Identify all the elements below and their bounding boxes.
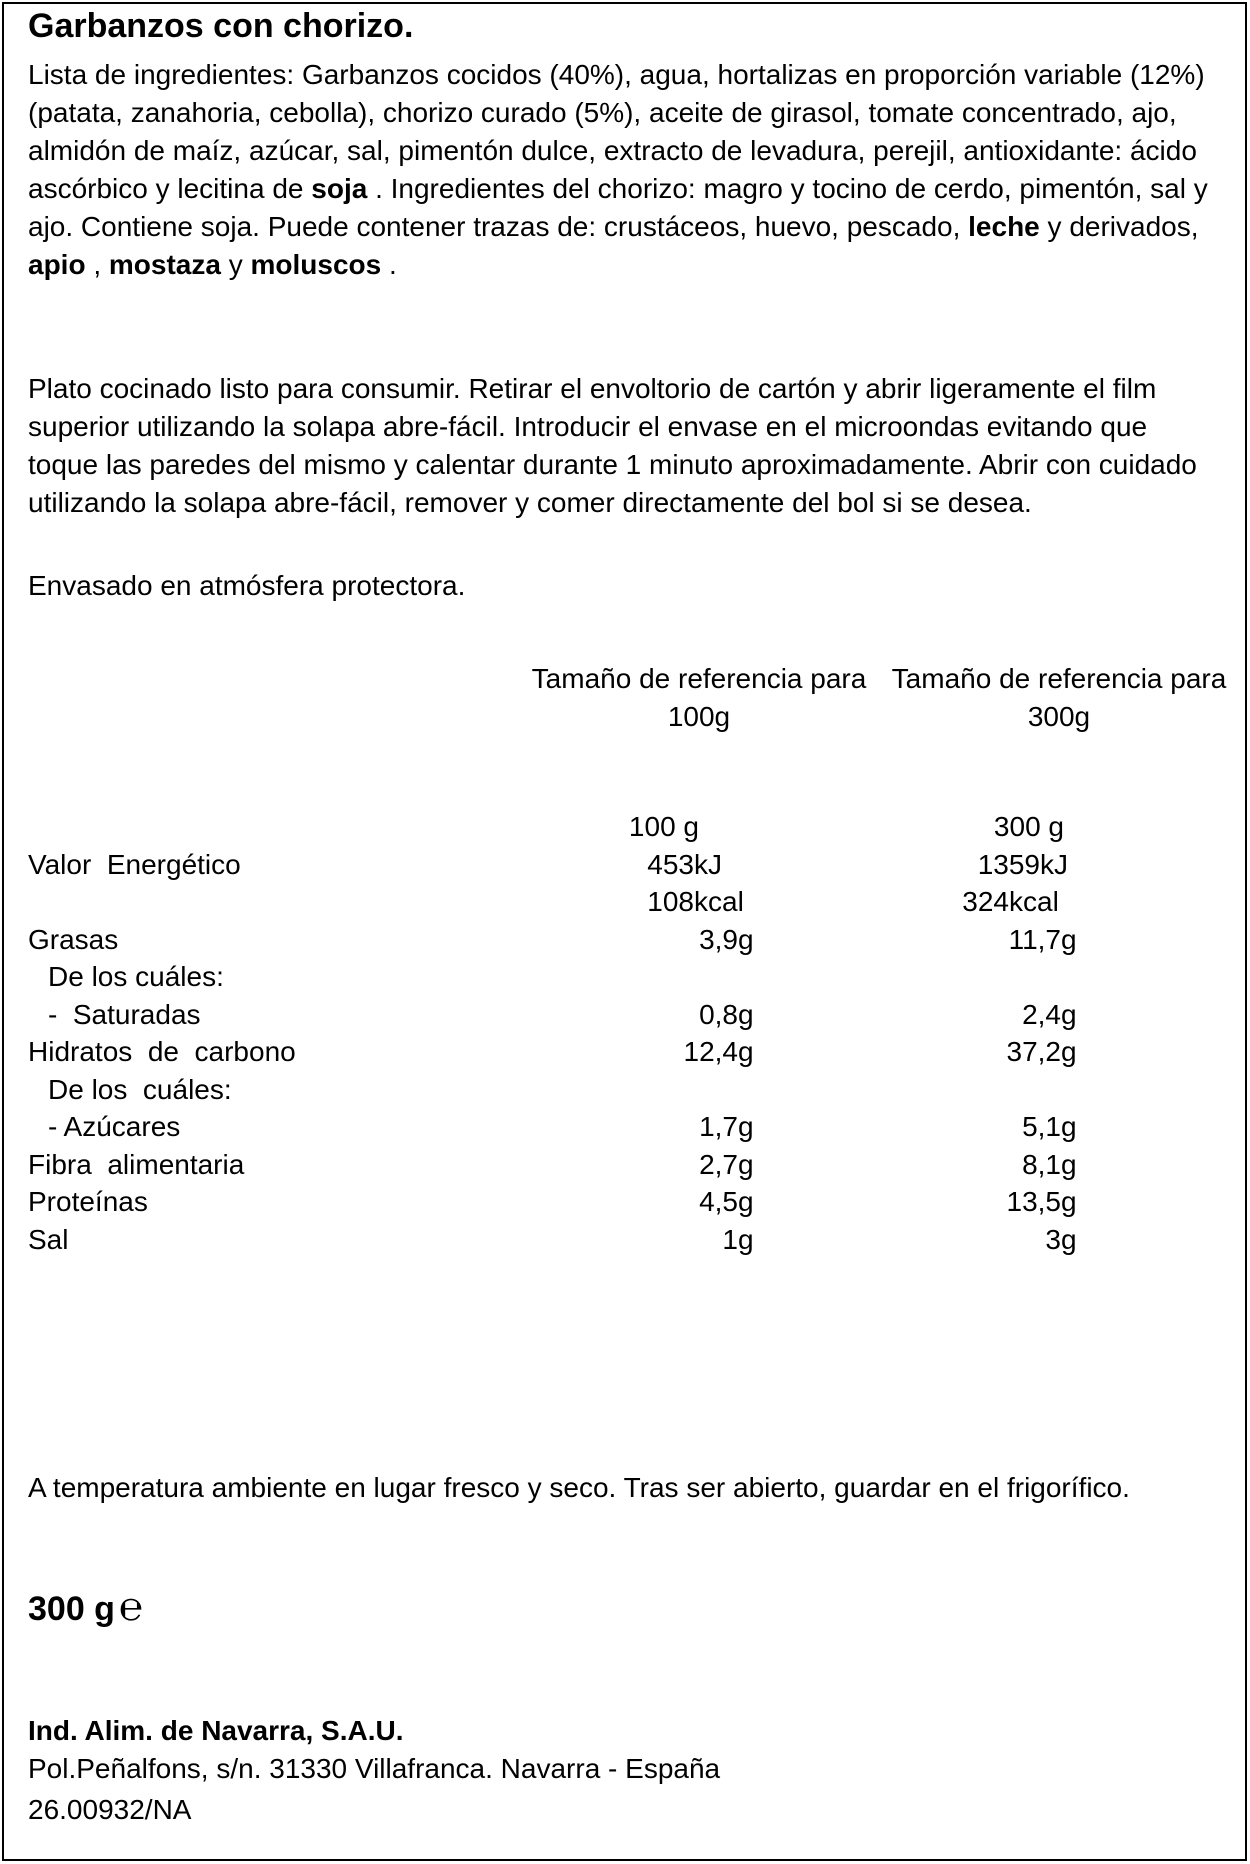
company-address: Pol.Peñalfons, s/n. 31330 Villafranca. Navarra - España [28,1753,721,1784]
unit-100g: g [738,1223,754,1255]
value-100g: 3,9 [699,923,738,955]
value-300g: 1359 [977,848,1040,880]
value-300g: 11,7 [1008,923,1061,955]
nutrition-row [4,846,1245,884]
nutrient-label: De los cuáles: [48,1073,232,1105]
nutrition-table [4,808,1245,1258]
nutrient-label: Hidratos de carbono [28,1036,296,1067]
ingredients-text: y derivados, [1039,211,1199,242]
unit-300g: g [1061,998,1077,1030]
value-300g: 37,2 [1006,1036,1061,1067]
ingredients-list [28,56,1218,284]
ingredients-text: Lista de ingredientes: Garbanzos cocidos (40%), agua, hortalizas en proporción variable (12%) (patata, zanahoria, cebolla), chorizo curado (5%), aceite de girasol, tomate concentrado, ajo, almidón de maíz, azúcar, sal, pimentón dulce, extracto de levadura, perejil, antioxidante: ácido ascórbico y lecitina de [28,59,1205,204]
nutrient-label: Grasas [28,923,119,955]
value-100g: 4,5 [699,1186,738,1217]
allergen-soja: soja [311,173,368,204]
value-300g: 300 g [993,811,1064,842]
value-100g: 2,7 [699,1148,738,1180]
nutrition-row [4,996,1245,1034]
unit-100g: g [738,998,754,1030]
column-header-100g: Tamaño de referencia para 100g [531,663,867,732]
packaging-note: Envasado en atmósfera protectora. [28,570,466,601]
preparation-instructions: Plato cocinado listo para consumir. Retirar el envoltorio de cartón y abrir ligeramente el film superior utilizando la solapa abre-fácil. Introducir el envase en el microondas evitando que toque las paredes del mismo y calentar durante 1 minuto aproximadamente. Abrir con cuidado utilizando la solapa abre-fácil, remover y comer directamente del bol si se desea. [28,373,1197,518]
company-name: Ind. Alim. de Navarra, S.A.U. [28,1715,404,1746]
allergen-moluscos: moluscos [250,249,382,280]
unit-300g: g [1061,1111,1077,1142]
unit-100g: g [738,1036,754,1067]
unit-300g: kcal [1009,886,1059,917]
ingredients-text: . [381,249,397,280]
unit-100g: g [738,1111,754,1142]
nutrient-label: Proteínas [28,1186,148,1217]
nutrient-label: Sal [28,1223,69,1255]
value-100g: 1 [722,1223,738,1255]
ingredients-text: , [85,249,109,280]
nutrition-row [4,1033,1245,1071]
value-300g: 8,1 [1022,1148,1061,1180]
nutrient-label: - Saturadas [48,998,201,1030]
column-header-300g: Tamaño de referencia para 300g [891,663,1227,732]
value-100g: 12,4 [683,1036,738,1067]
ingredients-text: . Ingredientes del chorizo: magro y tocino de cerdo, pimentón, sal y ajo. Contiene soja. Puede contener trazas de: crustáceos, huevo, pescado, [28,173,1208,242]
unit-300g: g [1061,1223,1077,1255]
nutrition-row [4,921,1245,959]
estimated-sign-icon: ℮ [118,1584,143,1630]
allergen-mostaza: mostaza [108,249,221,280]
storage-instructions: A temperatura ambiente en lugar fresco y seco. Tras ser abierto, guardar en el frigorífico. [28,1472,1130,1503]
value-300g: 2,4 [1022,998,1061,1030]
nutrition-row [4,808,1245,846]
unit-100g: kJ [694,848,722,880]
sanitary-registry: 26.00932/NA [28,1794,192,1825]
unit-100g: g [738,923,754,955]
value-100g: 453 [647,848,694,880]
nutrient-label: De los cuáles: [48,961,224,992]
ingredients-text: y [220,249,251,280]
nutrition-row [4,1108,1245,1146]
net-weight [28,1584,143,1630]
unit-100g: g [738,1148,754,1180]
nutrient-label: Fibra alimentaria [28,1148,245,1180]
nutrition-row [4,1183,1245,1221]
value-300g: 324 [962,886,1009,917]
nutrient-label: Valor Energético [28,848,241,880]
value-300g: 5,1 [1022,1111,1061,1142]
unit-300g: g [1061,1186,1077,1217]
value-100g: 0,8 [699,998,738,1030]
allergen-leche: leche [968,211,1040,242]
value-100g: 108 [647,886,694,917]
nutrition-row [4,1221,1245,1259]
value-300g: 13,5 [1006,1186,1061,1217]
product-title: Garbanzos con chorizo. [28,7,414,45]
unit-300g: g [1061,923,1077,955]
value-300g: 3 [1045,1223,1061,1255]
value-100g: 1,7 [699,1111,738,1142]
net-weight-value: 300 g [28,1590,115,1628]
nutrition-row [4,883,1245,921]
value-100g: 100 g [628,811,699,842]
nutrient-label: - Azúcares [48,1111,181,1142]
unit-300g: g [1061,1148,1077,1180]
unit-300g: g [1061,1036,1077,1067]
allergen-apio: apio [28,249,86,280]
unit-100g: g [738,1186,754,1217]
nutrition-row [4,1146,1245,1184]
nutrition-row [4,958,1245,996]
unit-300g: kJ [1040,848,1068,880]
nutrition-label-document [2,2,1247,1861]
unit-100g: kcal [694,886,744,917]
nutrition-row [4,1071,1245,1109]
